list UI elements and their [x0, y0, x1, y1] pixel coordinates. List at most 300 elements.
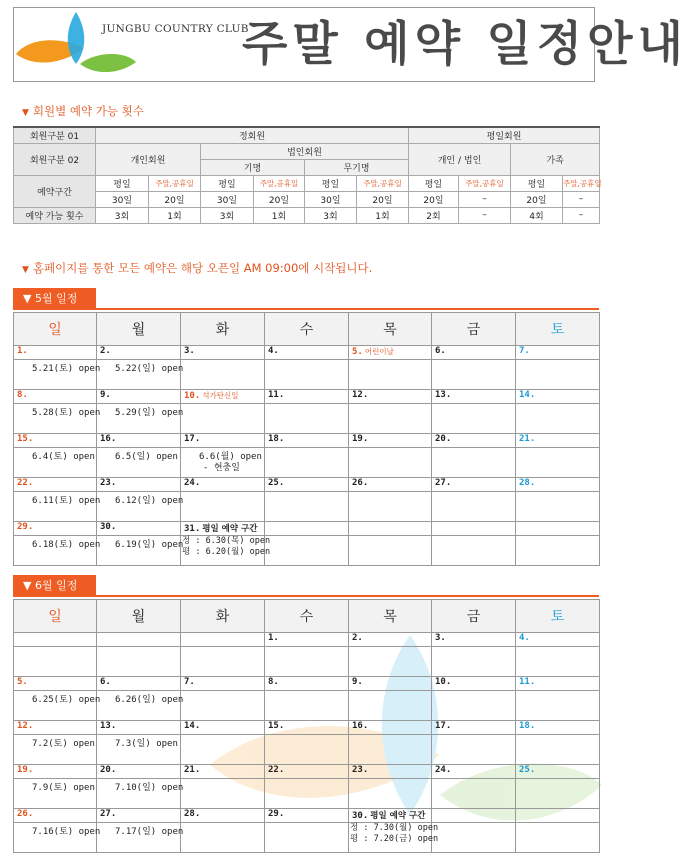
- open-date-note: 7.3(일) open: [115, 739, 178, 749]
- calendar-note-cell: [14, 404, 101, 434]
- calendar-note-cell: [97, 536, 184, 566]
- weekday-label: 평일: [511, 175, 563, 191]
- open-date-note: 7.10(일) open: [115, 783, 184, 793]
- date-number: 5.: [352, 347, 363, 357]
- june-divider: [13, 595, 599, 597]
- calendar-note-cell: [516, 492, 600, 522]
- calendar-note-cell: [349, 536, 432, 566]
- holiday-note: - 현충일: [203, 463, 240, 473]
- individual-member-header: 개인회원: [96, 143, 201, 175]
- date-number: 24.: [184, 478, 201, 488]
- open-date-note: 7.9(토) open: [32, 783, 95, 793]
- open-date-note: 5.28(토) open: [32, 408, 101, 418]
- calendar-note-cell: [265, 404, 349, 434]
- triangle-down-icon: ▼: [22, 108, 29, 118]
- calendar-date-cell: [516, 765, 600, 779]
- calendar-note-cell: [432, 536, 516, 566]
- calendar-note-cell: [432, 823, 516, 853]
- calendar-note-cell: [97, 691, 184, 721]
- june-month-label: 6월 일정: [34, 579, 78, 592]
- special-period-line: 평 : 6.20(월) open: [182, 546, 271, 557]
- date-number: 2.: [352, 633, 363, 643]
- calendar-date-cell: [516, 478, 600, 492]
- weekday-header: 금: [432, 600, 516, 633]
- calendar-note-cell: [516, 779, 600, 809]
- open-date-note: 6.25(토) open: [32, 695, 101, 705]
- calendar-note-cell: [97, 360, 184, 390]
- calendar-date-cell: [14, 434, 97, 448]
- calendar-note-cell: [349, 404, 432, 434]
- calendar-note-cell: [432, 360, 516, 390]
- calendar-note-cell: [181, 735, 265, 765]
- page-title: 주말 예약 일정안내: [242, 17, 688, 72]
- date-number: 18.: [519, 721, 536, 731]
- june-month-tag: ▼ 6월 일정: [13, 575, 96, 596]
- calendar-note-cell: [265, 779, 349, 809]
- calendar-date-cell: [349, 522, 432, 536]
- calendar-date-cell: [181, 390, 265, 404]
- date-number: 16.: [100, 434, 117, 444]
- count-value: 1회: [149, 207, 201, 223]
- date-number: 7.: [519, 346, 530, 356]
- date-number: 15.: [268, 721, 285, 731]
- calendar-note-cell: [97, 647, 181, 677]
- date-number: 20.: [435, 434, 452, 444]
- weekend-label: 주말,공휴일: [459, 175, 511, 191]
- period-value: 30일: [96, 191, 149, 207]
- open-date-note: 6.18(토) open: [32, 540, 101, 550]
- period-value: 20일: [357, 191, 409, 207]
- calendar-note-cell: [14, 360, 101, 390]
- calendar-note-cell: [516, 735, 600, 765]
- calendar-date-cell: [97, 633, 181, 647]
- date-number: 2.: [100, 346, 111, 356]
- calendar-date-cell: [432, 765, 516, 779]
- holiday-label: 석가탄신일: [202, 391, 239, 400]
- calendar-date-cell: [349, 677, 432, 691]
- calendar-note-cell: [516, 647, 600, 677]
- date-number: 8.: [17, 390, 28, 400]
- date-number: 1.: [268, 633, 279, 643]
- open-date-note: 5.29(일) open: [115, 408, 184, 418]
- calendar-date-cell: [349, 390, 432, 404]
- count-value: –: [459, 207, 511, 223]
- calendar-note-cell: [516, 823, 600, 853]
- calendar-note-cell: [432, 779, 516, 809]
- date-number: 23.: [100, 478, 117, 488]
- section-notice-title: 홈페이지를 통한 모든 예약은 해당 오픈일 AM 09:00에 시작됩니다.: [32, 261, 373, 275]
- calendar-date-cell: [265, 633, 349, 647]
- calendar-date-cell: [349, 809, 432, 823]
- calendar-note-cell: [349, 691, 432, 721]
- date-number: 22.: [268, 765, 285, 775]
- open-date-note: 7.16(토) open: [32, 827, 101, 837]
- calendar-date-cell: [181, 478, 265, 492]
- weekday-header: 화: [181, 313, 265, 346]
- date-number: 4.: [519, 633, 530, 643]
- date-number: 16.: [352, 721, 369, 731]
- date-number: 6.: [435, 346, 446, 356]
- calendar-note-cell: [265, 691, 349, 721]
- weekday-header: 금: [432, 313, 516, 346]
- weekday-header: 수: [265, 313, 349, 346]
- may-calendar: [13, 312, 600, 566]
- date-number: 25.: [268, 478, 285, 488]
- calendar-date-cell: [516, 677, 600, 691]
- date-number: 10.: [184, 391, 201, 401]
- calendar-date-cell: [181, 522, 265, 536]
- date-number: 21.: [519, 434, 536, 444]
- calendar-date-cell: [181, 434, 265, 448]
- open-date-note: 7.17(일) open: [115, 827, 184, 837]
- open-date-note: 6.6(월) open: [199, 452, 262, 462]
- calendar-note-cell: [14, 735, 97, 765]
- special-period-line: 정 : 7.30(월) open: [350, 823, 439, 833]
- calendar-note-cell: [265, 536, 349, 566]
- weekday-header: 목: [349, 313, 432, 346]
- calendar-note-cell: [265, 448, 349, 478]
- count-value: 3회: [201, 207, 254, 223]
- date-number: 19.: [352, 434, 369, 444]
- date-number: 6.: [100, 677, 111, 687]
- calendar-date-cell: [265, 809, 349, 823]
- calendar-date-cell: [14, 522, 97, 536]
- date-number: 11.: [519, 677, 536, 687]
- calendar-note-cell: [349, 779, 432, 809]
- may-divider: [13, 308, 599, 310]
- date-number: 17.: [435, 721, 452, 731]
- calendar-date-cell: [14, 390, 97, 404]
- date-number: 26.: [17, 809, 34, 819]
- row-label: 예약구간: [14, 175, 96, 207]
- weekday-label: 평일: [201, 175, 254, 191]
- calendar-date-cell: [265, 346, 349, 360]
- calendar-date-cell: [432, 434, 516, 448]
- calendar-note-cell: [181, 448, 265, 478]
- count-value: 1회: [357, 207, 409, 223]
- date-number: 1.: [17, 346, 28, 356]
- club-logo-icon: [14, 8, 144, 81]
- calendar-date-cell: [349, 721, 432, 735]
- calendar-date-cell: [14, 721, 97, 735]
- calendar-note-cell: [349, 360, 432, 390]
- weekday-group-header: 개인 / 법인: [409, 143, 511, 175]
- calendar-date-cell: [432, 677, 516, 691]
- calendar-note-cell: [97, 735, 181, 765]
- date-number: 26.: [352, 478, 369, 488]
- date-number: 4.: [268, 346, 279, 356]
- row-label: 예약 가능 횟수: [14, 207, 96, 223]
- date-number: 28.: [184, 809, 201, 819]
- weekday-header: 월: [97, 313, 181, 346]
- count-value: 3회: [96, 207, 149, 223]
- calendar-date-cell: [97, 765, 181, 779]
- calendar-note-cell: [181, 823, 265, 853]
- triangle-down-icon: ▼: [22, 265, 29, 275]
- calendar-note-cell: [432, 492, 516, 522]
- weekday-header: 화: [181, 600, 265, 633]
- date-number: 21.: [184, 765, 201, 775]
- calendar-note-cell: [14, 492, 101, 522]
- date-number: 18.: [268, 434, 285, 444]
- open-date-note: 6.12(일) open: [115, 496, 184, 506]
- period-value: –: [563, 191, 600, 207]
- calendar-note-cell: [14, 691, 101, 721]
- calendar-note-cell: [265, 823, 349, 853]
- calendar-note-cell: [516, 404, 600, 434]
- calendar-note-cell: [181, 691, 265, 721]
- may-month-label: 5월 일정: [34, 292, 78, 305]
- weekday-header: 토: [516, 600, 600, 633]
- calendar-date-cell: [181, 346, 265, 360]
- open-date-note: 6.11(토) open: [32, 496, 101, 506]
- row-label: 회원구분 01: [14, 127, 96, 143]
- date-number: 11.: [268, 390, 285, 400]
- calendar-note-cell: [14, 536, 101, 566]
- calendar-date-cell: [181, 809, 265, 823]
- calendar-note-cell: [97, 404, 184, 434]
- calendar-date-cell: [349, 434, 432, 448]
- calendar-note-cell: [97, 779, 184, 809]
- weekday-header: 월: [97, 600, 181, 633]
- calendar-note-cell: [14, 448, 97, 478]
- calendar-note-cell: [349, 735, 432, 765]
- calendar-note-cell: [181, 360, 265, 390]
- row-label: 회원구분 02: [14, 143, 96, 175]
- calendar-date-cell: [265, 522, 349, 536]
- period-value: 20일: [149, 191, 201, 207]
- date-number: 25.: [519, 765, 536, 775]
- period-value: 30일: [201, 191, 254, 207]
- date-number: 13.: [435, 390, 452, 400]
- calendar-date-cell: [432, 721, 516, 735]
- date-number: 23.: [352, 765, 369, 775]
- calendar-date-cell: [14, 633, 97, 647]
- calendar-date-cell: [432, 390, 516, 404]
- weekday-member-header: 평일회원: [409, 127, 600, 143]
- calendar-note-cell: [432, 647, 516, 677]
- membership-table: [13, 126, 600, 224]
- date-number: 12.: [17, 721, 34, 731]
- period-value: –: [459, 191, 511, 207]
- calendar-date-cell: [97, 390, 181, 404]
- date-number: 30.: [100, 522, 117, 532]
- weekend-label: 주말,공휴일: [149, 175, 201, 191]
- calendar-note-cell: [349, 647, 432, 677]
- calendar-note-cell: [432, 404, 516, 434]
- date-number: 9.: [352, 677, 363, 687]
- corporate-member-header: 법인회원: [201, 143, 409, 159]
- weekday-header: 일: [14, 600, 97, 633]
- date-number: 30.: [352, 811, 369, 821]
- open-date-note: 6.4(토) open: [32, 452, 95, 462]
- date-number: 14.: [184, 721, 201, 731]
- calendar-note-cell: [265, 647, 349, 677]
- weekday-label: 평일: [305, 175, 357, 191]
- count-value: 1회: [254, 207, 305, 223]
- date-number: 5.: [17, 677, 28, 687]
- period-value: 20일: [254, 191, 305, 207]
- calendar-date-cell: [432, 522, 516, 536]
- weekend-label: 주말,공휴일: [357, 175, 409, 191]
- calendar-date-cell: [265, 478, 349, 492]
- period-value: 20일: [511, 191, 563, 207]
- calendar-date-cell: [265, 390, 349, 404]
- holiday-label: 어린이날: [364, 347, 394, 356]
- calendar-date-cell: [349, 346, 432, 360]
- calendar-date-cell: [432, 633, 516, 647]
- calendar-date-cell: [181, 677, 265, 691]
- open-date-note: 7.2(토) open: [32, 739, 95, 749]
- calendar-note-cell: [97, 448, 181, 478]
- calendar-date-cell: [516, 346, 600, 360]
- date-number: 15.: [17, 434, 34, 444]
- calendar-note-cell: [97, 823, 184, 853]
- open-date-note: 6.26(일) open: [115, 695, 184, 705]
- open-date-note: 6.5(일) open: [115, 452, 178, 462]
- calendar-date-cell: [516, 633, 600, 647]
- date-number: 19.: [17, 765, 34, 775]
- calendar-date-cell: [181, 633, 265, 647]
- date-number: 13.: [100, 721, 117, 731]
- calendar-date-cell: [181, 765, 265, 779]
- period-value: 20일: [409, 191, 459, 207]
- calendar-date-cell: [432, 478, 516, 492]
- calendar-note-cell: [14, 823, 101, 853]
- calendar-note-cell: [181, 492, 265, 522]
- calendar-date-cell: [516, 390, 600, 404]
- count-value: 4회: [511, 207, 563, 223]
- calendar-date-cell: [97, 677, 181, 691]
- calendar-note-cell: [516, 448, 600, 478]
- weekday-header: 수: [265, 600, 349, 633]
- calendar-note-cell: [432, 691, 516, 721]
- calendar-date-cell: [14, 346, 97, 360]
- period-value: 30일: [305, 191, 357, 207]
- calendar-date-cell: [97, 434, 181, 448]
- special-period-title: 평일 예약 구간: [202, 524, 258, 534]
- date-number: 8.: [268, 677, 279, 687]
- date-number: 17.: [184, 434, 201, 444]
- calendar-date-cell: [349, 633, 432, 647]
- weekend-label: 주말,공휴일: [254, 175, 305, 191]
- calendar-date-cell: [349, 765, 432, 779]
- weekday-header: 토: [516, 313, 600, 346]
- calendar-date-cell: [432, 346, 516, 360]
- special-period-line: 정 : 6.30(목) open: [182, 536, 271, 546]
- may-month-tag: ▼ 5월 일정: [13, 288, 96, 309]
- date-number: 22.: [17, 478, 34, 488]
- calendar-note-cell: [432, 735, 516, 765]
- date-number: 24.: [435, 765, 452, 775]
- calendar-note-cell: [516, 536, 600, 566]
- family-header: 가족: [511, 143, 600, 175]
- unnamed-header: 무기명: [305, 159, 409, 175]
- calendar-note-cell: [14, 779, 97, 809]
- calendar-note-cell: [14, 647, 97, 677]
- calendar-note-cell: [349, 823, 439, 853]
- calendar-date-cell: [265, 721, 349, 735]
- weekday-header: 목: [349, 600, 432, 633]
- date-number: 14.: [519, 390, 536, 400]
- special-period-title: 평일 예약 구간: [370, 811, 426, 821]
- calendar-note-cell: [181, 536, 271, 566]
- section-membership-title: 회원별 예약 가능 횟수: [32, 104, 144, 118]
- open-date-note: 5.22(일) open: [115, 364, 184, 374]
- open-date-note: 5.21(토) open: [32, 364, 101, 374]
- date-number: 10.: [435, 677, 452, 687]
- date-number: 7.: [184, 677, 195, 687]
- date-number: 29.: [268, 809, 285, 819]
- calendar-note-cell: [349, 448, 432, 478]
- section-notice-heading: [22, 260, 372, 276]
- calendar-date-cell: [97, 809, 181, 823]
- page-header: [13, 7, 688, 82]
- calendar-date-cell: [14, 809, 97, 823]
- calendar-note-cell: [181, 647, 265, 677]
- calendar-date-cell: [265, 765, 349, 779]
- calendar-note-cell: [265, 735, 349, 765]
- date-number: 27.: [100, 809, 117, 819]
- date-number: 9.: [100, 390, 111, 400]
- calendar-note-cell: [516, 691, 600, 721]
- count-value: –: [563, 207, 600, 223]
- calendar-note-cell: [432, 448, 516, 478]
- calendar-date-cell: [516, 522, 600, 536]
- count-value: 2회: [409, 207, 459, 223]
- calendar-date-cell: [97, 346, 181, 360]
- named-header: 기명: [201, 159, 305, 175]
- open-date-note: 6.19(일) open: [115, 540, 184, 550]
- weekday-header: 일: [14, 313, 97, 346]
- calendar-note-cell: [181, 404, 265, 434]
- count-value: 3회: [305, 207, 357, 223]
- calendar-note-cell: [97, 492, 184, 522]
- calendar-date-cell: [265, 677, 349, 691]
- date-number: 31.: [184, 524, 201, 534]
- calendar-date-cell: [14, 765, 97, 779]
- calendar-date-cell: [432, 809, 516, 823]
- date-number: 28.: [519, 478, 536, 488]
- calendar-note-cell: [265, 360, 349, 390]
- weekday-label: 평일: [96, 175, 149, 191]
- calendar-date-cell: [349, 478, 432, 492]
- section-membership-heading: [22, 103, 144, 119]
- calendar-date-cell: [97, 522, 181, 536]
- date-number: 29.: [17, 522, 34, 532]
- calendar-note-cell: [265, 492, 349, 522]
- date-number: 27.: [435, 478, 452, 488]
- date-number: 12.: [352, 390, 369, 400]
- calendar-date-cell: [516, 721, 600, 735]
- calendar-note-cell: [349, 492, 432, 522]
- calendar-note-cell: [516, 360, 600, 390]
- weekend-label: 주말,공휴일: [563, 175, 600, 191]
- calendar-date-cell: [14, 478, 97, 492]
- date-number: 3.: [184, 346, 195, 356]
- calendar-date-cell: [516, 434, 600, 448]
- calendar-date-cell: [14, 677, 97, 691]
- regular-member-header: 정회원: [96, 127, 409, 143]
- calendar-date-cell: [516, 809, 600, 823]
- calendar-date-cell: [97, 478, 181, 492]
- june-calendar: [13, 599, 600, 853]
- calendar-date-cell: [97, 721, 181, 735]
- date-number: 20.: [100, 765, 117, 775]
- weekday-label: 평일: [409, 175, 459, 191]
- calendar-date-cell: [265, 434, 349, 448]
- club-name: JUNGBU COUNTRY CLUB: [102, 23, 249, 35]
